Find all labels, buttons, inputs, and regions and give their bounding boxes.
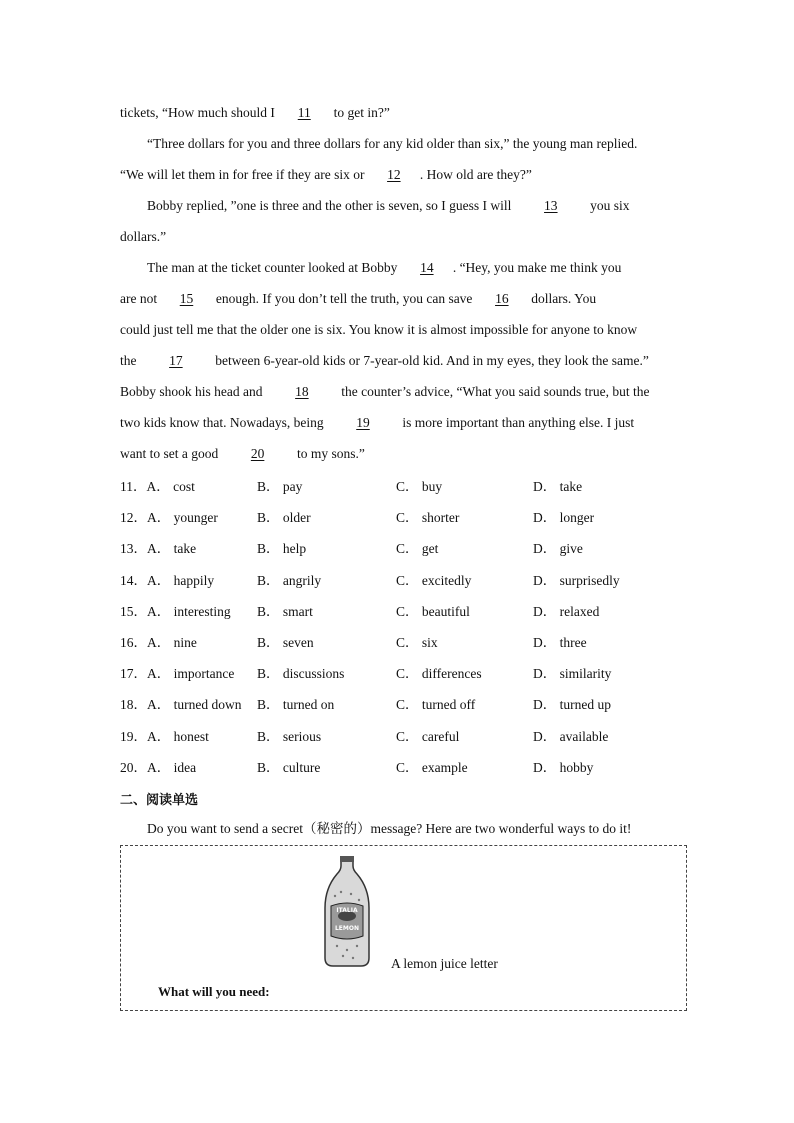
option-c[interactable]: C． shorter [396,510,460,525]
option-text: A． happily [147,573,215,588]
passage-line [120,414,634,432]
passage-line [120,383,650,401]
blank-20: 20 [250,446,265,461]
passage-text: two kids know that. Nowadays, being [120,415,327,430]
option-a[interactable] [120,728,209,746]
question-number: 16． [120,635,147,650]
question-number: 14． [120,573,147,588]
option-c[interactable]: C． turned off [396,697,476,712]
option-row-15 [120,603,680,621]
what-you-need-label: What will you need: [158,984,270,999]
blank-14: 14 [420,260,434,275]
option-d[interactable]: D． hobby [533,760,594,775]
option-a[interactable] [120,509,218,527]
passage-line: dollars.” [120,229,167,244]
option-text: A． take [147,541,197,556]
question-number: 20． [120,760,147,775]
passage-text: . “Hey, you make me think you [452,260,622,275]
passage-line: could just tell me that the older one is six. You know it is almost impossible for anyone to know [120,322,638,337]
option-a[interactable] [120,696,242,714]
passage-text: to my sons.” [293,446,365,461]
option-a[interactable] [120,603,231,621]
option-d[interactable]: D． surprisedly [533,573,620,588]
option-b[interactable]: B． serious [257,729,322,744]
option-c[interactable]: C． careful [396,729,460,744]
passage-line [120,104,390,122]
option-c[interactable]: C． six [396,635,438,650]
option-a[interactable] [120,478,195,496]
option-b[interactable]: B． angrily [257,573,322,588]
option-b[interactable]: B． pay [257,479,303,494]
option-text: A． nine [147,635,197,650]
option-text: A． turned down [147,697,242,712]
svg-text:LEMON: LEMON [334,925,360,932]
option-c[interactable]: C． beautiful [396,604,470,619]
option-text: A． interesting [147,604,231,619]
passage-line [120,290,596,308]
passage-line [120,166,532,184]
option-text: A． cost [146,479,195,494]
passage-text: want to set a good [120,446,222,461]
lemon-juice-bottle-image [321,856,373,968]
option-row-14 [120,572,680,590]
passage-text: enough. If you don’t tell the truth, you can save [212,291,476,306]
option-b[interactable]: B． help [257,541,307,556]
option-b[interactable]: B． culture [257,760,321,775]
passage-text: to get in?” [330,105,390,120]
blank-18: 18 [295,384,309,399]
option-row-19 [120,728,680,746]
option-a[interactable] [120,572,214,590]
option-row-12 [120,509,680,527]
option-b[interactable]: B． seven [257,635,314,650]
option-d[interactable]: D． give [533,541,583,556]
option-text: A． importance [147,666,235,681]
reading-intro: Do you want to send a secret（秘密的）message? Here are two wonderful ways to do it! [147,821,632,836]
passage-text: the [120,353,140,368]
option-b[interactable]: B． turned on [257,697,335,712]
option-a[interactable] [120,759,196,777]
option-a[interactable] [120,665,234,683]
question-number: 19． [120,729,147,744]
reading-box [120,845,687,1011]
blank-12: 12 [387,167,401,182]
option-d[interactable]: D． longer [533,510,595,525]
passage-text: tickets, “How much should I [120,105,279,120]
passage-line [147,259,621,277]
option-text: A． idea [147,760,197,775]
blank-15: 15 [179,291,194,306]
passage-text: Bobby shook his head and [120,384,266,399]
option-c[interactable]: C． example [396,760,468,775]
passage-text: is more important than anything else. I just [398,415,635,430]
passage-line: “Three dollars for you and three dollars for any kid older than six,” the young man replied. [147,136,638,151]
option-text: A． honest [147,729,209,744]
option-d[interactable]: D． similarity [533,666,612,681]
blank-19: 19 [356,415,370,430]
blank-16: 16 [495,291,509,306]
option-b[interactable]: B． discussions [257,666,345,681]
option-c[interactable]: C． differences [396,666,482,681]
option-row-13 [120,540,680,558]
passage-text: are not [120,291,161,306]
option-row-17 [120,665,680,683]
blank-11: 11 [297,105,311,120]
option-c[interactable]: C． buy [396,479,443,494]
option-row-16 [120,634,680,652]
passage-text: “We will let them in for free if they are six or [120,167,368,182]
option-d[interactable]: D． available [533,729,609,744]
svg-text:ITALIA: ITALIA [336,907,358,914]
option-d[interactable]: D． turned up [533,697,611,712]
image-caption: A lemon juice letter [391,956,498,971]
passage-text: The man at the ticket counter looked at Bobby [147,260,401,275]
passage-line [147,197,630,215]
option-a[interactable] [120,540,196,558]
question-number: 18． [120,697,147,712]
passage-line [120,352,649,370]
passage-text: you six [586,198,630,213]
question-number: 15． [120,604,147,619]
option-row-11 [120,478,680,496]
section-heading: 二、阅读单选 [120,793,199,808]
question-number: 13． [120,541,147,556]
blank-17: 17 [169,353,183,368]
option-d[interactable]: D． three [533,635,587,650]
option-c[interactable]: C． excitedly [396,573,472,588]
option-row-20 [120,759,680,777]
passage-text: between 6-year-old kids or 7-year-old kid. And in my eyes, they look the same.” [211,353,649,368]
option-b[interactable]: B． smart [257,604,313,619]
question-number: 11． [120,479,147,494]
blank-13: 13 [544,198,558,213]
option-text: A． younger [147,510,218,525]
passage-text: the counter’s advice, “What you said sounds true, but the [337,384,650,399]
option-d[interactable]: D． relaxed [533,604,600,619]
question-number: 17． [120,666,147,681]
option-a[interactable] [120,634,197,652]
passage-text: Bobby replied, ”one is three and the other is seven, so I guess I will [147,198,515,213]
option-c[interactable]: C． get [396,541,439,556]
passage-line [120,445,365,463]
passage-text: . How old are they?” [419,167,532,182]
option-row-18 [120,696,680,714]
passage-text: dollars. You [527,291,597,306]
option-b[interactable]: B． older [257,510,311,525]
option-d[interactable]: D． take [533,479,583,494]
question-number: 12． [120,510,147,525]
